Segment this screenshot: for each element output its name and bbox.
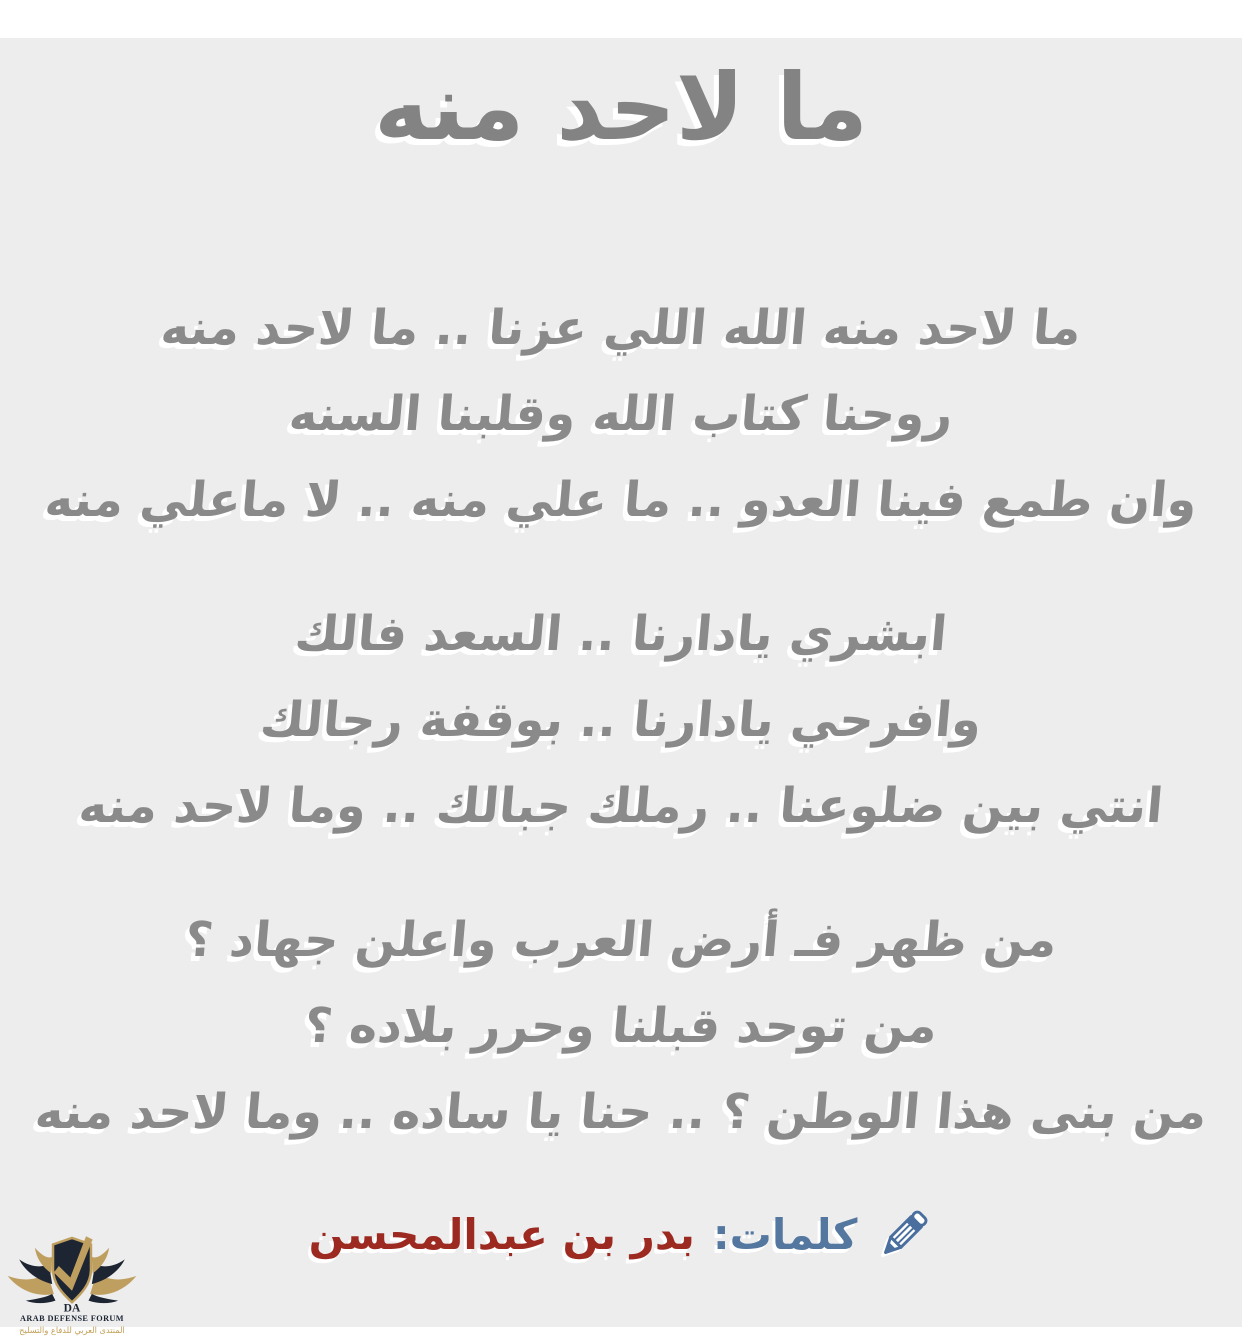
stanza-1 bbox=[0, 285, 1242, 543]
poem-line: وافرحي يادارنا .. بوقفة رجالك bbox=[258, 692, 984, 748]
credits-author: بدر بن عبدالمحسن bbox=[308, 1209, 695, 1259]
poem-line: ابشري يادارنا .. السعد فالك bbox=[292, 606, 950, 662]
logo-name-en: ARAB DEFENSE FORUM bbox=[20, 1314, 124, 1324]
stanza-3 bbox=[0, 897, 1242, 1155]
credits-label: كلمات: bbox=[712, 1209, 858, 1259]
poem-line: وان طمع فينا العدو .. ما علي منه .. لا ماعلي منه bbox=[42, 472, 1200, 528]
shield-icon bbox=[53, 1236, 93, 1302]
page-title: ما لاحد منه bbox=[374, 54, 868, 161]
pencil-icon bbox=[875, 1205, 933, 1263]
stanza-2 bbox=[0, 591, 1242, 849]
logo-monogram: DA bbox=[63, 1302, 81, 1315]
credits-row bbox=[0, 1203, 1242, 1265]
poem-line: ما لاحد منه الله اللي عزنا .. ما لاحد منه bbox=[158, 300, 1084, 356]
poem bbox=[0, 285, 1242, 1155]
wing-right-icon bbox=[88, 1248, 136, 1303]
arab-defense-forum-logo bbox=[6, 1228, 138, 1337]
poem-line: من توحد قبلنا وحرر بلاده ؟ bbox=[302, 998, 940, 1054]
poem-line: من بنى هذا الوطن ؟ .. حنا يا ساده .. وما لاحد منه bbox=[32, 1084, 1210, 1140]
poem-line: روحنا كتاب الله وقلبنا السنه bbox=[286, 386, 956, 442]
wing-left-icon bbox=[8, 1248, 56, 1303]
poem-line: من ظهر فـ أرض العرب واعلن جهاد ؟ bbox=[182, 912, 1060, 968]
lyrics-poster bbox=[0, 38, 1242, 1335]
poem-line: انتي بين ضلوعنا .. رملك جبالك .. وما لاحد منه bbox=[76, 778, 1166, 834]
logo-name-ar: المنتدى العربي للدفاع والتسليح bbox=[19, 1324, 125, 1335]
